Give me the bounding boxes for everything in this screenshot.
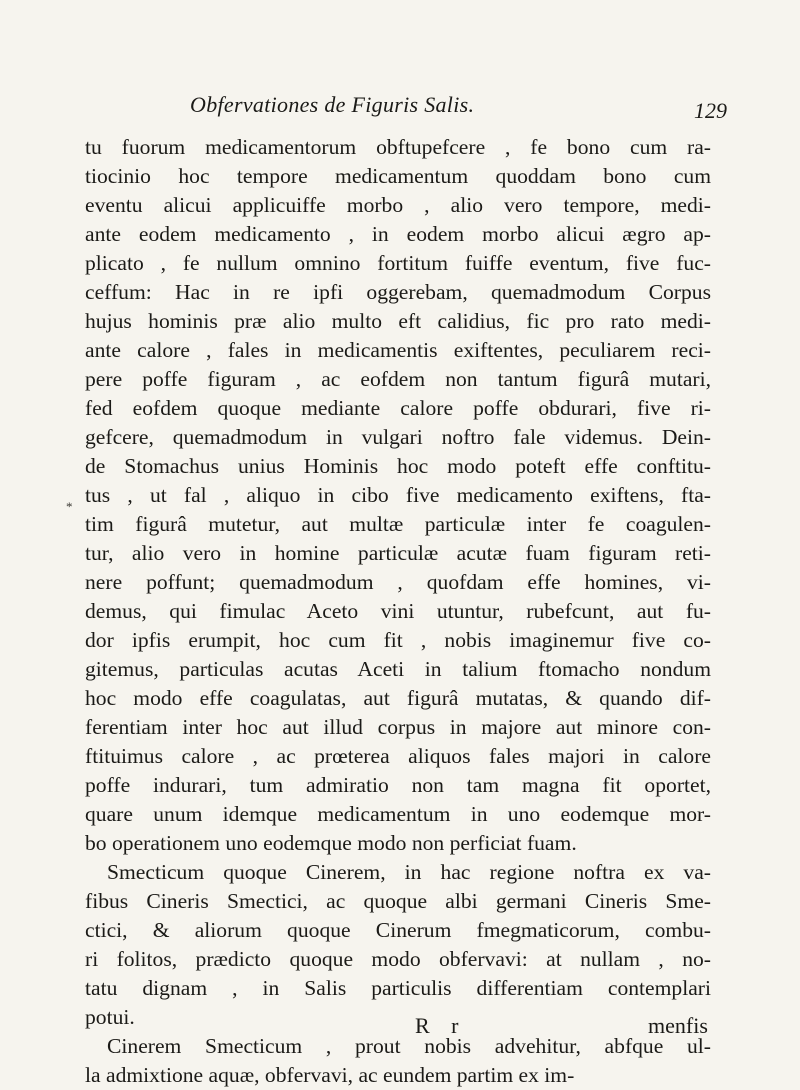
text-line: ftituimus calore , ac prœterea aliquos fales majori in calore bbox=[85, 744, 711, 768]
text-line: ri folitos, prædicto quoque modo obfervavi: at nullam , no- bbox=[85, 947, 711, 971]
text-line: tur, alio vero in homine particulæ acutæ fuam figuram reti- bbox=[85, 541, 711, 565]
text-line: tus , ut fal , aliquo in cibo five medicamento exiftens, fta- bbox=[85, 483, 711, 507]
body-text bbox=[85, 133, 711, 1090]
text-line: la admixtione aquæ, obfervavi, ac eundem partim ex im- bbox=[85, 1063, 575, 1087]
page-number: 129 bbox=[694, 98, 727, 123]
text-line: hujus hominis præ alio multo eft calidius, fic pro rato medi- bbox=[85, 309, 711, 333]
text-line: tiocinio hoc tempore medicamentum quoddam bono cum bbox=[85, 164, 711, 188]
text-line: plicato , fe nullum omnino fortitum fuiffe eventum, five fuc- bbox=[85, 251, 711, 275]
text-line: dor ipfis erumpit, hoc cum fit , nobis imaginemur five co- bbox=[85, 628, 711, 652]
text-line: demus, qui fimulac Aceto vini utuntur, rubefcunt, aut fu- bbox=[85, 599, 711, 623]
text-line: fed eofdem quoque mediante calore poffe obdurari, five ri- bbox=[85, 396, 711, 420]
text-line: ferentiam inter hoc aut illud corpus in majore aut minore con- bbox=[85, 715, 711, 739]
catchword: menfis bbox=[648, 1013, 708, 1038]
text-line: ceffum: Hac in re ipfi oggerebam, quemadmodum Corpus bbox=[85, 280, 711, 304]
text-line: Cinerem Smecticum , prout nobis advehitur, abfque ul- bbox=[107, 1034, 711, 1058]
text-line: tatu dignam , in Salis particulis differentiam contemplari bbox=[85, 976, 711, 1000]
text-line: gefcere, quemadmodum in vulgari noftro fale videmus. Dein- bbox=[85, 425, 711, 449]
text-line: nere poffunt; quemadmodum , quofdam effe homines, vi- bbox=[85, 570, 711, 594]
text-line: ante eodem medicamento , in eodem morbo alicui ægro ap- bbox=[85, 222, 711, 246]
text-line: potui. bbox=[85, 1005, 135, 1029]
text-line: quare unum idemque medicamentum in uno eodemque mor- bbox=[85, 802, 711, 826]
text-line: ctici, & aliorum quoque Cinerum fmegmaticorum, combu- bbox=[85, 918, 711, 942]
text-line: tu fuorum medicamentorum obftupefcere , fe bono cum ra- bbox=[85, 135, 711, 159]
text-line: hoc modo effe coagulatas, aut figurâ mutatas, & quando dif- bbox=[85, 686, 711, 710]
text-line: bo operationem uno eodemque modo non perficiat fuam. bbox=[85, 831, 577, 855]
text-line: gitemus, particulas acutas Aceti in talium ftomacho nondum bbox=[85, 657, 711, 681]
text-line: ante calore , fales in medicamentis exiftentes, peculiarem reci- bbox=[85, 338, 711, 362]
printer-signature: R r bbox=[415, 1013, 467, 1038]
text-line: de Stomachus unius Hominis hoc modo poteft effe conftitu- bbox=[85, 454, 711, 478]
text-line: Smecticum quoque Cinerem, in hac regione noftra ex va- bbox=[107, 860, 711, 884]
margin-mark: * bbox=[66, 499, 73, 514]
running-head: Obfervationes de Figuris Salis. bbox=[190, 92, 475, 117]
text-line: tim figurâ mutetur, aut multæ particulæ inter fe coagulen- bbox=[85, 512, 711, 536]
text-line: pere poffe figuram , ac eofdem non tantum figurâ mutari, bbox=[85, 367, 711, 391]
text-line: eventu alicui applicuiffe morbo , alio vero tempore, medi- bbox=[85, 193, 711, 217]
text-line: fibus Cineris Smectici, ac quoque albi germani Cineris Sme- bbox=[85, 889, 711, 913]
text-line: poffe indurari, tum admiratio non tam magna fit oportet, bbox=[85, 773, 711, 797]
